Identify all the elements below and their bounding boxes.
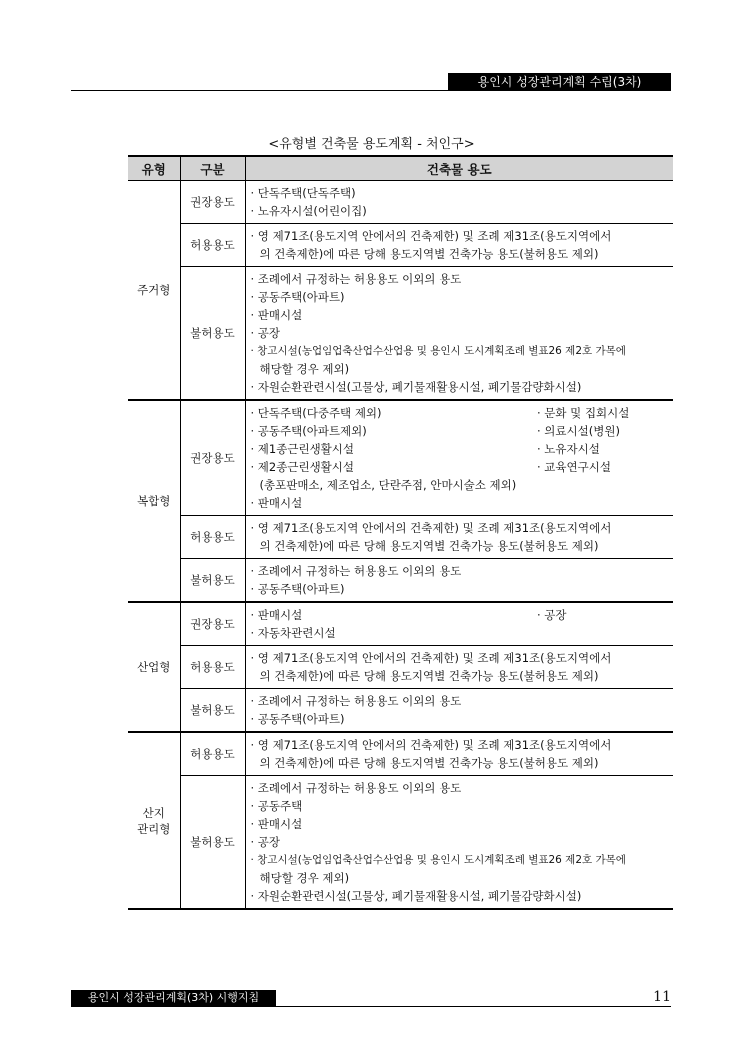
use-item: · 창고시설(농업임업축산업수산업용 및 용인시 도시계획조례 별표26 제2호 가목에: [250, 854, 626, 866]
category-cell: 권장용도: [180, 181, 245, 224]
use-item: · 조례에서 규정하는 허용용도 이외의 용도: [250, 272, 462, 286]
header-category: 구분: [180, 156, 245, 181]
header-rule: [71, 90, 671, 91]
use-column-right: [537, 404, 667, 476]
table-row: [128, 689, 673, 733]
use-item-continuation: 의 건축제한)에 따른 당해 용도지역별 건축가능 용도(불허용도 제외): [259, 539, 599, 553]
footer-rule: [71, 1006, 671, 1007]
use-item: · 노유자시설: [537, 442, 600, 456]
use-item-continuation: 의 건축제한)에 따른 당해 용도지역별 건축가능 용도(불허용도 제외): [259, 669, 599, 683]
use-item: · 영 제71조(용도지역 안에서의 건축제한) 및 조례 제31조(용도지역에서: [250, 738, 612, 752]
use-item: · 영 제71조(용도지역 안에서의 건축제한) 및 조례 제31조(용도지역에서: [250, 229, 612, 243]
use-item: · 제2종근린생활시설: [250, 460, 354, 474]
table-row: [128, 559, 673, 603]
category-cell: 허용용도: [180, 224, 245, 267]
header-building-use: 건축물 용도: [245, 156, 673, 181]
use-item: · 공동주택(아파트): [250, 582, 345, 596]
use-item: · 제1종근린생활시설: [250, 442, 354, 456]
table-row: [128, 224, 673, 267]
use-item: · 판매시설: [250, 308, 303, 322]
category-cell: 불허용도: [180, 689, 245, 733]
use-item: · 공장: [537, 608, 567, 622]
table-row: [128, 267, 673, 401]
use-item: · 자원순환관련시설(고물상, 폐기물재활용시설, 폐기물감량화시설): [250, 380, 582, 394]
use-item: · 창고시설(농업임업축산업수산업용 및 용인시 도시계획조례 별표26 제2호 가목에: [250, 345, 626, 357]
header-type: 유형: [128, 156, 180, 181]
use-item: · 문화 및 집회시설: [537, 406, 630, 420]
uses-cell: [245, 602, 673, 646]
type-cell-mixed: 복합형: [128, 400, 180, 602]
table-header-row: [128, 156, 673, 181]
use-item: · 단독주택(다중주택 제외): [250, 406, 382, 420]
table-row: [128, 776, 673, 910]
uses-cell: [245, 224, 673, 267]
use-column-right: [537, 606, 667, 642]
uses-cell: [245, 646, 673, 689]
page-number: 11: [653, 989, 671, 1005]
use-column-left: [251, 606, 336, 642]
use-item: · 공장: [250, 326, 281, 340]
use-two-column-list: [251, 404, 668, 476]
uses-cell: [245, 559, 673, 603]
table-caption: <유형별 건축물 용도계획 - 처인구>: [268, 137, 475, 152]
use-item: · 의료시설(병원): [537, 424, 620, 438]
use-item: · 조례에서 규정하는 허용용도 이외의 용도: [250, 564, 462, 578]
category-cell: 허용용도: [180, 516, 245, 559]
use-item: · 공동주택(아파트): [250, 712, 345, 726]
category-cell: 불허용도: [180, 267, 245, 401]
uses-cell: [245, 732, 673, 776]
category-cell: 권장용도: [180, 602, 245, 646]
use-item: · 조례에서 규정하는 허용용도 이외의 용도: [250, 781, 462, 795]
table-row: [128, 602, 673, 646]
use-item: · 공동주택(아파트제외): [250, 424, 367, 438]
category-cell: 허용용도: [180, 646, 245, 689]
uses-cell: [245, 516, 673, 559]
use-two-column-list: [251, 606, 668, 642]
use-item: · 조례에서 규정하는 허용용도 이외의 용도: [250, 694, 462, 708]
footer-document-label: 용인시 성장관리계획(3차) 시행지침: [71, 990, 276, 1006]
use-item-continuation: 의 건축제한)에 따른 당해 용도지역별 건축가능 용도(불허용도 제외): [259, 756, 599, 770]
use-item: · 판매시설: [250, 608, 303, 622]
use-item: · 영 제71조(용도지역 안에서의 건축제한) 및 조례 제31조(용도지역에서: [250, 521, 612, 535]
uses-cell: [245, 267, 673, 401]
use-item-continuation: 해당할 경우 제외): [259, 871, 350, 885]
use-item: · 단독주택(단독주택): [250, 186, 356, 200]
use-item: · 자원순환관련시설(고물상, 폐기물재활용시설, 폐기물감량화시설): [250, 889, 582, 903]
category-cell: 허용용도: [180, 732, 245, 776]
uses-cell: [245, 181, 673, 224]
type-label-line: 관리형: [137, 821, 171, 836]
use-column-left: [251, 404, 382, 476]
type-cell-industrial: 산업형: [128, 602, 180, 732]
table-row: [128, 732, 673, 776]
use-item-continuation: 의 건축제한)에 따른 당해 용도지역별 건축가능 용도(불허용도 제외): [259, 247, 599, 261]
uses-cell: [245, 689, 673, 733]
category-cell: 권장용도: [180, 400, 245, 516]
use-item: · 노유자시설(어린이집): [250, 204, 367, 218]
document-header-title: 용인시 성장관리계획 수립(3차): [448, 73, 671, 91]
use-item: · 공장: [250, 835, 281, 849]
table-row: [128, 646, 673, 689]
type-cell-mountain: [128, 732, 180, 909]
use-item: · 공동주택(아파트): [250, 290, 345, 304]
use-item: · 교육연구시설: [537, 460, 611, 474]
uses-cell: [245, 776, 673, 910]
table-row: [128, 516, 673, 559]
use-item: · 판매시설: [250, 496, 303, 510]
use-item: · 자동차관련시설: [250, 626, 336, 640]
table-row: [128, 400, 673, 516]
category-cell: 불허용도: [180, 559, 245, 603]
type-cell-residential: 주거형: [128, 181, 180, 401]
category-cell: 불허용도: [180, 776, 245, 910]
table-row: [128, 181, 673, 224]
uses-cell: [245, 400, 673, 516]
building-use-table: [128, 155, 673, 910]
use-item: · 공동주택: [250, 799, 303, 813]
use-item-continuation: 해당할 경우 제외): [259, 362, 350, 376]
type-label-line: 산지: [142, 805, 165, 820]
use-item-note: (총포판매소, 제조업소, 단란주점, 안마시술소 제외): [259, 478, 517, 492]
use-item: · 판매시설: [250, 817, 303, 831]
use-item: · 영 제71조(용도지역 안에서의 건축제한) 및 조례 제31조(용도지역에서: [250, 651, 612, 665]
